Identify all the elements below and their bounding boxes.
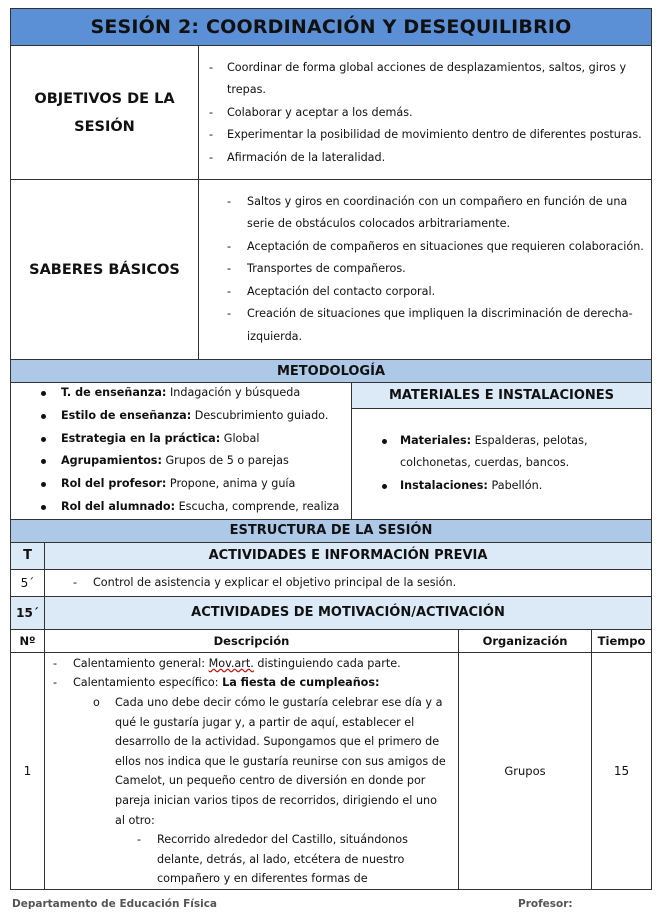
materiales-item: Materiales: Espalderas, pelotas, colchonetas, cuerdas, bancos. [352,430,651,476]
footer-department: Departamento de Educación Física [12,898,218,910]
objetivo-item: - Coordinar de forma global acciones de desplazamientos, saltos, giros y trepas. [199,57,651,102]
objetivo-item: - Colaborar y aceptar a los demás. [199,102,651,125]
row-organization: Grupos [459,652,592,889]
previa-content [45,569,652,596]
session-title: SESIÓN 2: COORDINACIÓN Y DESEQUILIBRIO [11,9,652,46]
metodologia-list [11,382,351,519]
saber-item: - Creación de situaciones que impliquen la discriminación de derecha-izquierda. [199,303,651,348]
estructura-heading: ESTRUCTURA DE LA SESIÓN [11,519,652,542]
previa-list [45,572,651,595]
previa-heading: ACTIVIDADES E INFORMACIÓN PREVIA [45,542,652,569]
session-sheet [10,8,651,890]
t-label: T [11,542,45,569]
row-time: 15 [592,652,652,889]
previa-item: - Control de asistencia y explicar el objetivo principal de la sesión. [45,572,651,595]
instalaciones-item: Instalaciones: Pabellón. [352,475,651,498]
materiales-list [352,430,651,498]
row-num: 1 [11,652,45,889]
col-header-time: Tiempo [592,629,652,652]
col-header-org: Organización [459,629,592,652]
motivacion-time: 15´ [11,596,45,629]
saber-item: - Aceptación del contacto corporal. [199,281,651,304]
session-table [10,8,652,890]
saberes-list [199,191,651,349]
metodologia-item: Estilo de enseñanza: Descubrimiento guiado. [11,405,351,428]
previa-time: 5´ [11,569,45,596]
saberes-label: SABERES BÁSICOS [11,180,199,360]
metodologia-item: Estrategia en la práctica: Global [11,428,351,451]
page-footer [12,898,642,910]
objetivo-item: - Experimentar la posibilidad de movimiento dentro de diferentes posturas. [199,124,651,147]
saber-item: - Saltos y giros en coordinación con un compañero en función de una serie de obstáculos colocados arbitrariamente. [199,191,651,236]
col-header-num: Nº [11,629,45,652]
specific-warmup: - Calentamiento específico: La fiesta de cumpleaños: [53,676,380,690]
metodologia-item: T. de enseñanza: Indagación y búsqueda [11,382,351,405]
objetivos-content [199,46,652,180]
saberes-content [199,180,652,360]
saber-item: - Aceptación de compañeros en situaciones que requieren colaboración. [199,236,651,259]
saber-item: - Transportes de compañeros. [199,258,651,281]
general-warmup: - Calentamiento general: Mov.art. distinguiendo cada parte. [53,656,401,670]
objetivos-label: OBJETIVOS DE LA SESIÓN [11,46,199,180]
metodologia-item: Rol del alumnado: Escucha, comprende, realiza [11,496,351,519]
objetivo-item: - Afirmación de la lateralidad. [199,147,651,170]
materiales-content [352,408,652,519]
metodologia-heading: METODOLOGÍA [11,360,652,383]
col-header-desc: Descripción [45,629,459,652]
materiales-heading: MATERIALES E INSTALACIONES [352,383,652,409]
metodologia-content [11,383,352,520]
activity-subitem: - Recorrido alrededor del Castillo, situándonos delante, detrás, al lado, etcétera de nuestro compañero y en diferentes formas de [137,833,408,886]
row-description [45,652,459,889]
table-row [11,652,652,889]
activity-paragraph: o Cada uno debe decir cómo le gustaría celebrar ese día y a qué le gustaría jugar y, a partir de aquí, establecer el desarrollo de la actividad. Supongamos que el primero de ellos nos indica que le gustaría reunirse con sus amigos de Camelot, un pequeño centro de diversión en donde por pareja inician varios tipos de recorridos, dirigiendo el uno al otro: [93,695,446,827]
metodologia-item: Rol del profesor: Propone, anima y guía [11,473,351,496]
motivacion-heading: ACTIVIDADES DE MOTIVACIÓN/ACTIVACIÓN [45,596,652,629]
objetivos-list [199,57,651,170]
footer-profesor: Profesor: [518,898,573,910]
metodologia-item: Agrupamientos: Grupos de 5 o parejas [11,450,351,473]
